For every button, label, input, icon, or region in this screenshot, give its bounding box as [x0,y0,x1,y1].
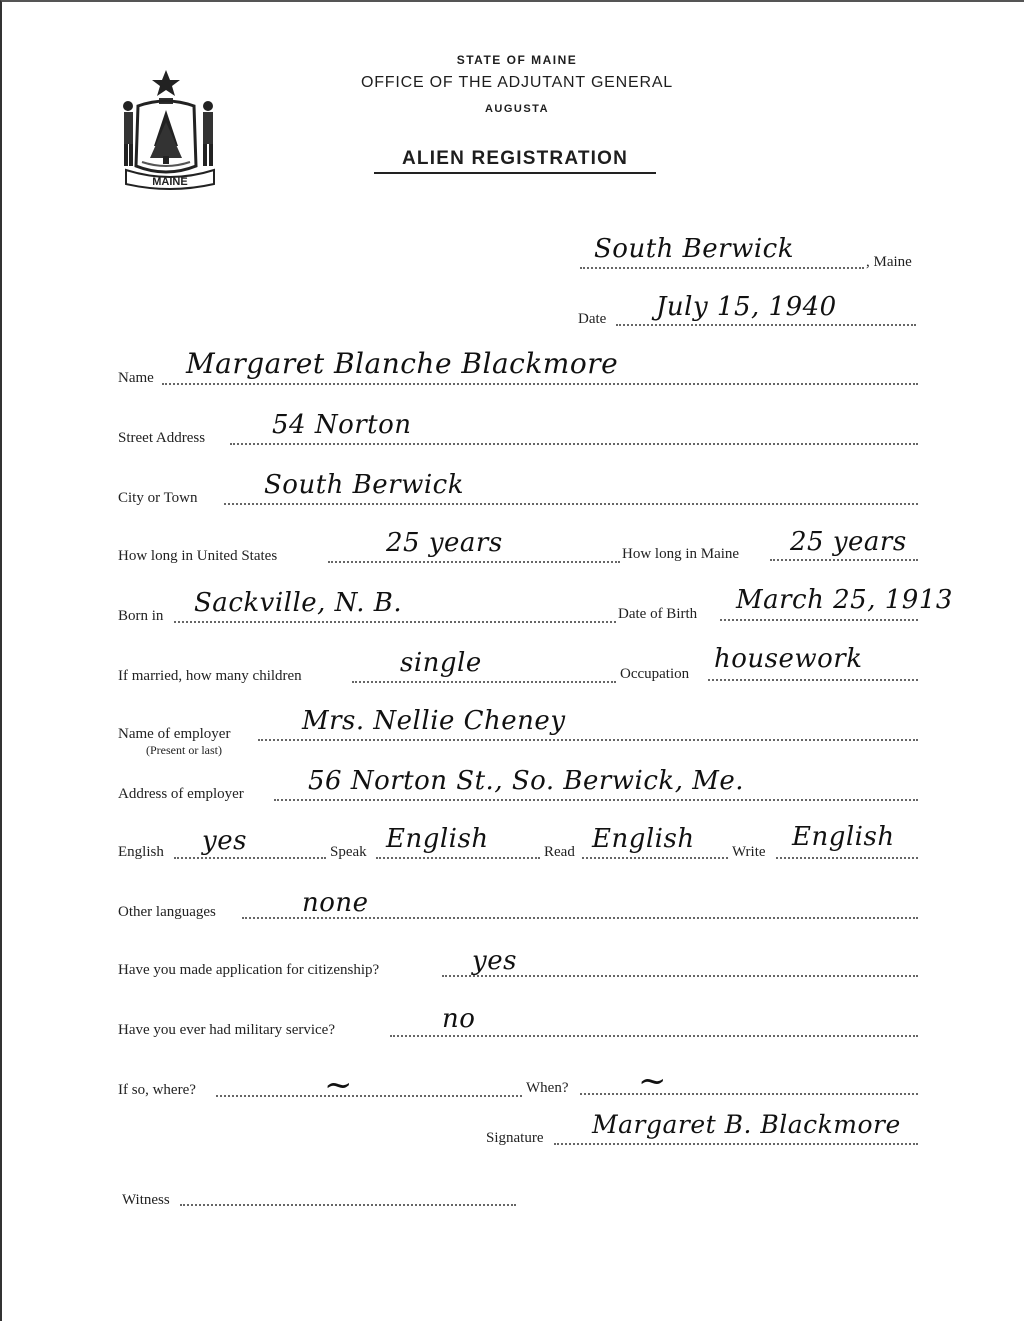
us-years-value[interactable]: 25 years [386,528,503,558]
write-value[interactable]: English [792,822,895,852]
when-value[interactable]: ~ [638,1061,667,1101]
employer-line [258,739,918,741]
born-line [174,621,616,623]
location-value[interactable]: South Berwick [594,234,794,264]
born-label: Born in [118,608,164,624]
name-value[interactable]: Margaret Blanche Blackmore [186,347,619,380]
when-label: When? [526,1080,569,1096]
date-value[interactable]: July 15, 1940 [656,292,837,322]
write-label: Write [732,844,766,860]
header-city: AUGUSTA [484,103,550,115]
military-line [390,1035,918,1037]
english-line [174,857,326,859]
occupation-line [708,679,918,681]
city-label: City or Town [118,490,198,506]
header-office: OFFICE OF THE ADJUTANT GENERAL [360,74,674,91]
english-label: English [118,844,164,860]
when-line [580,1093,918,1095]
form-title: ALIEN REGISTRATION [374,148,656,174]
children-line [352,681,616,683]
citizenship-label: Have you made application for citizenship? [118,962,380,978]
signature-line [554,1143,918,1145]
signature-value[interactable]: Margaret B. Blackmore [592,1110,901,1139]
employer-address-line [274,799,918,801]
signature-label: Signature [486,1130,544,1146]
dob-line [720,619,918,621]
name-line [162,383,918,385]
citizenship-value[interactable]: yes [472,946,517,976]
dob-label: Date of Birth [618,606,698,622]
speak-label: Speak [330,844,367,860]
location-line [580,267,864,269]
employer-value[interactable]: Mrs. Nellie Cheney [302,706,566,736]
other-languages-label: Other languages [118,904,216,920]
location-suffix: , Maine [866,254,912,270]
city-line [224,503,918,505]
maine-years-line [770,559,918,561]
read-label: Read [544,844,575,860]
street-label: Street Address [118,430,206,446]
english-value[interactable]: yes [202,826,247,856]
street-line [230,443,918,445]
military-label: Have you ever had military service? [118,1022,335,1038]
where-line [216,1095,522,1097]
seal-banner-text: MAINE [152,176,188,188]
dob-value[interactable]: March 25, 1913 [736,585,953,615]
city-value[interactable]: South Berwick [264,470,464,500]
speak-value[interactable]: English [386,824,489,854]
where-label: If so, where? [118,1082,196,1098]
header-state: STATE OF MAINE [456,53,578,67]
born-value[interactable]: Sackville, N. B. [194,588,403,618]
employer-address-value[interactable]: 56 Norton St., So. Berwick, Me. [308,766,744,796]
read-line [582,857,728,859]
witness-line [180,1204,516,1206]
maine-years-label: How long in Maine [622,546,740,562]
state-seal-icon [116,66,224,192]
read-value[interactable]: English [592,824,695,854]
where-value[interactable]: ~ [324,1065,353,1105]
us-years-line [328,561,620,563]
employer-label: Name of employer [118,726,231,742]
children-label: If married, how many children [118,668,302,684]
witness-label: Witness [122,1192,170,1208]
name-label: Name [118,370,154,386]
occupation-value[interactable]: housework [714,644,863,674]
children-value[interactable]: single [400,648,482,678]
maine-years-value[interactable]: 25 years [790,527,907,557]
other-languages-value[interactable]: none [302,888,369,918]
date-line [616,324,916,326]
speak-line [376,857,540,859]
street-value[interactable]: 54 Norton [272,410,412,440]
military-value[interactable]: no [442,1004,476,1034]
employer-address-label: Address of employer [118,786,244,802]
date-label: Date [578,311,607,327]
write-line [776,857,918,859]
occupation-label: Occupation [620,666,690,682]
employer-sublabel: (Present or last) [146,743,222,757]
us-years-label: How long in United States [118,548,278,564]
